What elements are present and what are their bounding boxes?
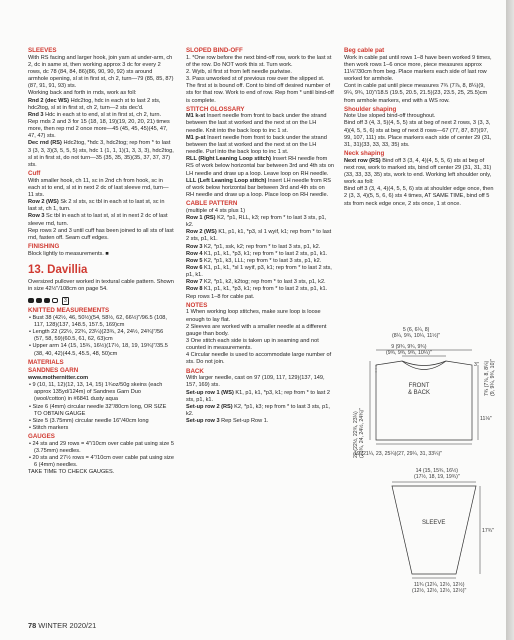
beg-cable-paragraph-2: Cont in cable pat until piece measures 7¾ (7⅞, 8, 8¼)(9, 9¼, 9¾, 10)"/18.5 (19.5, 20.5, 21.5)(23, 23.5, 25, 25.5)cm from armhole markers, end with a WS row. [344, 83, 488, 104]
measurement-upper-arm: • Upper arm 14 (15, 15¾, 16½)(17½, 18, 19, 19¾)"/35.5 (38, 40, 42)(44.5, 45.5, 48, 50)cm [29, 343, 168, 357]
shoulder-note: Note Use sloped bind-off throughout. [344, 113, 436, 120]
heading-materials: MATERIALS [28, 358, 64, 366]
cable-row-4: Row 4 K1, p1, k1, *p3, k1; rep from * to last 2 sts, p1, k1. [186, 250, 328, 257]
measurement-bust: • Bust 38 (42½, 46, 50½)(54, 58½, 62, 66½)"/96.5 (108, 117, 128)(137, 148.5, 157.5, 169)cm [29, 314, 167, 328]
skill-bar-icon [28, 298, 34, 303]
setup-row-2: Set-up row 2 (RS) K2, *p1, k3; rep from * to last 3 sts, p1, k2. [186, 403, 330, 417]
sleeve-length-dimension: 17¾" [482, 528, 494, 534]
bind-off-step-1: 1. *One row before the next bind-off row, work to the last st of the row. Do NOT work this st. Turn work. [186, 54, 332, 68]
heading-notes: NOTES [186, 301, 208, 309]
material-needle-large: • Size 6 (4mm) circular needle 32"/80cm long, OR SIZE TO OBTAIN GAUGE [29, 403, 167, 417]
page-folio [28, 621, 96, 630]
dec-rnd-instruction: Dec rnd (RS) Hdc2tog, *hdc 3, hdc2tog; rep from * to last 3 (3, 3, 3)(3, 5, 5, 5) sts, hdc 1 (1, 1, 1)(1, 3, 3, 3), hdc2tog, sl st in first st, do not turn—35 (35, 35, 35)(35, 37, 37, 37) sts. [28, 140, 174, 168]
column-2 [186, 46, 334, 425]
glossary-lll: LLL (Left Leaning Loop stitch) Insert LH needle from RS of work below horizontal bar between 3rd and 4th sts on RH needle and draw up a loop. Place loop on RH needle. [186, 177, 332, 198]
body-label: FRONT & BACK [408, 383, 431, 396]
shoulder-drop-dimension: 3" [474, 362, 479, 368]
heading-gauges: GAUGES [28, 433, 55, 441]
heading-sloped-bind-off: SLOPED BIND-OFF [186, 47, 243, 54]
skill-level-indicator [28, 296, 174, 305]
bind-off-step-3: 3. Pass unworked st of previous row over the slipped st. The first st is bound off. Cont to bind off desired number of sts for that row. Work to end of row. Rep from * until bind-off is complete. [186, 76, 334, 104]
cable-multiple: (multiple of 4 sts plus 1) [186, 207, 246, 214]
bind-off-step-2: 2. Wyib, sl first st from left needle purlwise. [186, 68, 292, 75]
page-edge [506, 0, 514, 640]
gauge-body: • 20 sts and 27½ rows = 4"/10cm over cable pat using size 6 (4mm) needles. [29, 455, 174, 469]
note-3: 3 One stitch each side is taken up in seaming and not counted in measurements. [186, 338, 319, 352]
glossary-rll: RLL (Right Leaning Loop stitch) Insert RH needle from RS of work below horizontal bar between 3rd and 4th sts on LH needle and draw up a loop. Leave loop on RH needle. [186, 156, 335, 177]
cable-row-2: Row 2 (WS) K1, p1, k1, *p3, sl 1 wyif, k1; rep from * to last 2 sts, p1, k1. [186, 229, 332, 243]
sleeve-outline [392, 486, 476, 574]
heading-beg-cable-pat: Beg cable pat [344, 47, 385, 54]
neck-width-dimension: 9 (9¾, 9¾, 9¾) (9¾, 9¾, 9¾, 10¼)" [386, 344, 432, 356]
cable-row-1: Row 1 (RS) K2, *p1, RLL, k3; rep from * to last 3 sts, p1, k2. [186, 214, 327, 229]
note-4: 4 Circular needle is used to accommodate large number of sts. Do not join. [186, 352, 332, 366]
column-3 [344, 46, 494, 208]
glossary-m1p: M1 p-st Insert needle from front to back under the strand between the last st worked and the next st on the LH needle. Purl into the back loop to inc 1 st. [186, 134, 327, 156]
issue-name: WINTER 2020/21 [38, 621, 97, 630]
cable-row-5: Row 5 K2, *p1, k3, LLL; rep from * to last 3 sts, p1, k2. [186, 257, 322, 264]
setup-row-3: Set-up row 3 Rep Set-up Row 1. [186, 418, 269, 425]
skill-bar-empty-icon [52, 298, 58, 303]
sleeve-label: SLEEVE [422, 520, 446, 526]
cuff-paragraph: With smaller hook, ch 11, sc in 2nd ch from hook, sc in each st to end, sl st in next 2 dc of last sleeve rnd, turn—11 sts. [28, 177, 169, 198]
gauge-sleeve: • 24 sts and 29 rows = 4"/10cm over cable pat using size 5 (3.75mm) needles. [29, 440, 174, 454]
neck-next-row: Next row (RS) Bind off 3 (3, 4, 4)(4, 5, 5, 6) sts at beg of next row, work to marked sts, bind off center 29 (31, 31, 31)(33, 33, 33, 35) sts, work to end. Working left shoulder only, work as foll: [344, 157, 492, 186]
shoulder-paragraph: Bind off 3 (4, 3, 5)(4, 5, 5) sts at beg of next 2 rows, 3 (3, 3, 4)(4, 5, 5, 6) sts at beg of next 8 rows—67 (77, 87, 87)(97, 99, 107, 111) sts. Place markers each side of center 29 (31, 31, 31)(33, 33, 33, 35) sts. [344, 120, 492, 148]
neck-top-dimension: 5 (6, 6¼, 8) (8¼, 9¾, 10¼, 11½)" [392, 327, 441, 339]
cable-row-3: Row 3 K2, *p1, ssk, k2; rep from * to last 3 sts, p1, k2. [186, 243, 321, 250]
heading-shoulder-shaping: Shoulder shaping [344, 105, 397, 113]
setup-row-1: Set-up row 1 (WS) K1, p1, k1, *p3, k1; rep from * to last 2 sts, p1, k1. [186, 389, 330, 403]
cuff-row2: Row 2 (WS) Sk 2 sl sts, sc tbl in each st to last st, sc in last st, ch 1, turn. [28, 199, 165, 213]
side-dimension: 11⅛" [480, 416, 492, 422]
heading-cable-pattern: CABLE PATTERN [186, 200, 238, 208]
measurement-length: • Length 22 (22½, 22¾, 23¼)(23¾, 24, 24½, 24¾)"/56 (57, 58, 59)(60.5, 61, 62, 63)cm [29, 329, 164, 343]
pattern-intro: Oversized pullover worked in textural cable pattern. Shown in size 42½"/108cm on page 54. [28, 278, 174, 292]
finishing-paragraph: Block lightly to measurements. ■ [28, 250, 109, 257]
material-yarn: • 9 (10, 11, 12)(12, 13, 14, 15) 1¾oz/50g skeins (each approx 135yd/124m) of Sandnes Garn Duo (wool/cotton) in #6841 dusty aqua [29, 382, 163, 403]
glossary-m1k: M1 k-st Insert needle from front to back under the strand between the last st worked and the next st on the LH needle. Knit into the back loop to inc 1 st. [186, 113, 327, 134]
rnd2-instruction: Rnd 2 (dec WS) Hdc2tog, hdc in each st to last 2 sts, hdc2tog, sl st in first st, ch 2, turn—2 sts dec'd. [28, 97, 161, 111]
sleeve-schematic [380, 470, 490, 590]
cable-row-8: Row 8 K1, p1, k1, *p3, k1; rep from * to last 2 sts, p1, k1. [186, 286, 328, 293]
material-markers: • Stitch markers [29, 424, 69, 431]
back-paragraph: With larger needle, cast on 97 (109, 117, 129)(137, 149, 157, 169) sts. [186, 375, 325, 389]
sleeve-cuff-dimension: 11¾ (12¼, 12½, 12½) (12½, 12½, 12½, 12½)" [412, 582, 467, 594]
sleeve-top-dimension: 14 (15, 15¾, 16½) (17½, 18, 19, 19¾)" [414, 468, 460, 480]
skill-bar-icon [36, 298, 42, 303]
note-1: 1 When working loop stitches, make sure loop is loose enough to lay flat. [186, 309, 321, 323]
cable-row-6: Row 6 K1, p1, k1, *sl 1 wyif, p3, k1; rep from * to last 2 sts, p1, k1. [186, 265, 332, 279]
hem-dimension: 19 (21¼, 23, 25¼)(27, 29¼, 31, 33¼)" [354, 451, 443, 457]
armhole-dimension: 7¾ (7⅞, 8, 8¼) (9, 9¼, 9¾, 10)" [484, 358, 496, 396]
material-needle-small: • Size 5 (3.75mm) circular needle 16"/40cm long [29, 417, 149, 424]
cuff-paragraph-2: Rep rows 2 and 3 until cuff has been joined to all sts of last rnd, fasten off. Seam cuff edges. [28, 227, 174, 241]
column-1 [28, 46, 174, 477]
skill-bar-icon [44, 298, 50, 303]
heading-knitted-measurements: KNITTED MEASUREMENTS [28, 307, 110, 315]
beg-cable-paragraph: Work in cable pat until rows 1–8 have been worked 9 times, then work rows 1–6 once more, piece measures approx 11⅛"/30cm from beg. Place markers each side of last row worked for armhole. [344, 54, 492, 83]
cable-repeat: Rep rows 1–8 for cable pat. [186, 293, 255, 300]
heading-sleeves: SLEEVES [28, 47, 57, 54]
length-dimension: 22 (22½, 22¾, 23¼) (23¾, 24, 24½, 24¾)" [353, 407, 365, 458]
rnd3-instruction: Rnd 3 Hdc in each st to end, sl st in first st, ch 2, turn. [28, 111, 162, 118]
heading-cuff: Cuff [28, 170, 41, 178]
page-number: 78 [28, 621, 37, 630]
cuff-row3: Row 3 Sc tbl in each st to last st, sl st in next 2 dc of last sleeve rnd, turn. [28, 213, 168, 227]
heading-stitch-glossary: STITCH GLOSSARY [186, 105, 245, 113]
note-2: 2 Sleeves are worked with a smaller needle at a different gauge than body. [186, 323, 327, 337]
pattern-title: 13. Davillia [28, 263, 88, 276]
yarn-brand: SANDNES GARN [28, 367, 79, 375]
body-outline [376, 361, 472, 440]
sleeves-paragraph: With RS facing and larger hook, join yarn at under-arm, ch 2, dc in same st, then working approx 3 dc for every 2 rows, dc 78 (84, 84, 86)(86, 90, 90, 92) sts around armhole opening, sl st in first st, ch 2, turn—79 (85, 85, 87)(87, 91, 91, 93) sts. [28, 54, 174, 90]
neck-paragraph-2: Bind off 3 (3, 4, 4)(4, 5, 5, 6) sts at shoulder edge once, then 2 (3, 3, 4)(5, 5, 6, 6) sts 4 times, AT SAME TIME, bind off 5 sts from neck edge once, 2 sts once, 1 st once. [344, 186, 494, 207]
heading-back: BACK [186, 367, 204, 375]
sleeves-paragraph-3: Rep rnds 2 and 3 for 15 (18, 18, 19)(19, 20, 20, 21) times more, then rep rnd 2 once more—45 (45, 45, 45)(45, 47, 47, 47) sts. [28, 119, 170, 140]
skill-level-number: 3 [64, 297, 67, 304]
heading-finishing: FINISHING [28, 243, 60, 251]
cable-row-7: Row 7 K2, *p1, k2, k2tog; rep from * to last 3 sts, p1, k2. [186, 279, 326, 286]
brand-url[interactable]: www.mothernitter.com [28, 374, 89, 381]
sleeves-paragraph-2: Working back and forth in rnds, work as foll: [28, 90, 137, 97]
gauge-note: TAKE TIME TO CHECK GAUGES. [28, 469, 115, 476]
heading-neck-shaping: Neck shaping [344, 150, 385, 158]
